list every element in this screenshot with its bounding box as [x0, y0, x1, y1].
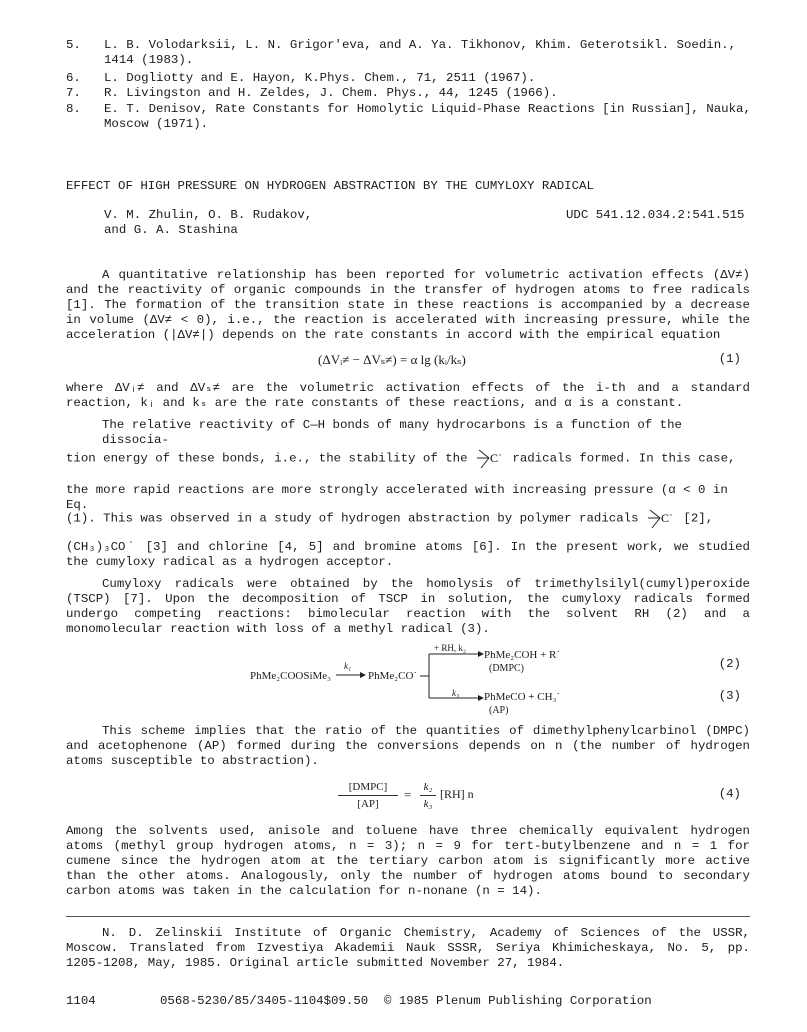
- scheme-upper-condition: + RH, k₂: [434, 643, 466, 653]
- paragraph-3-line-5: (CH₃)₃CO˙ [3] and chlorine [4, 5] and bromine atoms [6]. In the present work, we studied the cumyloxy radical as a hydrogen acceptor.: [66, 540, 750, 569]
- paragraph-2: where ΔVᵢ≠ and ΔVₛ≠ are the volumetric activation effects of the i-th and a standard reaction, kᵢ and kₛ are the rate constants of these reactions, and α is a constant.: [66, 381, 750, 410]
- equation-4-equals: =: [404, 787, 412, 802]
- paragraph-4: Cumyloxy radicals were obtained by the homolysis of trimethylsilyl(cumyl)peroxide (TSCP) [7]. Upon the decomposition of TSCP in solution, the cumyloxy radicals formed undergo competing reactions: bimolecular reaction with the solvent RH (2) and a monomolecular reaction with loss of a methyl radical (3).: [66, 577, 750, 636]
- reference-number: 5.: [66, 38, 81, 52]
- journal-code: 0568-5230/85/3405-1104$09.50: [160, 994, 369, 1008]
- equation-1-number: (1): [718, 352, 741, 366]
- equation-4-denominator-right: k₃: [423, 798, 433, 810]
- reference-number: 7.: [66, 86, 81, 100]
- scheme-lower-condition: k₃: [452, 688, 460, 698]
- scheme-upper-label: (DMPC): [489, 663, 525, 674]
- paragraph-3-line-4: [66, 510, 756, 526]
- equation-1: (ΔVᵢ≠ − ΔVₛ≠) = α lg (kᵢ/kₛ): [318, 352, 466, 367]
- polymer-carbon-radical-icon: [646, 510, 676, 526]
- paragraph-3-line-2: [66, 450, 756, 466]
- equation-4-denominator-left: [AP]: [357, 798, 379, 810]
- scheme-lower-label: (AP): [489, 705, 509, 716]
- paragraph-1: A quantitative relationship has been reported for volumetric activation effects (ΔV≠) and the reactivity of organic compounds in the transfer of hydrogen atoms to free radicals [1]. The formation of the transition state in these reactions is accompanied by a decrease in volume (ΔV≠ < 0), i.e., the reaction is accelerated with increasing pressure, while the acceleration (|ΔV≠|) depends on the rate constants in accord with the empirical equation: [66, 268, 750, 342]
- article-title: EFFECT OF HIGH PRESSURE ON HYDROGEN ABSTRACTION BY THE CUMYLOXY RADICAL: [66, 179, 594, 193]
- svg-text:C˙: C˙: [489, 451, 502, 465]
- reference-number: 8.: [66, 102, 81, 116]
- scheme-upper-number: (2): [718, 657, 741, 671]
- reference-text: L. B. Volodarksii, L. N. Grigor'eva, and A. Ya. Tikhonov, Khim. Geterotsikl. Soedin., 1414 (1983).: [104, 38, 737, 67]
- scheme-intermediate: PhMe₂CO˙: [368, 670, 418, 682]
- footnote-divider: [66, 916, 750, 917]
- udc-code: UDC 541.12.034.2:541.515: [566, 208, 745, 222]
- scheme-lower-number: (3): [718, 689, 741, 703]
- reference-text: L. Dogliotty and E. Hayon, K.Phys. Chem., 71, 2511 (1967).: [104, 71, 536, 85]
- authors-line-1: V. M. Zhulin, O. B. Rudakov,: [104, 208, 313, 222]
- copyright-notice: © 1985 Plenum Publishing Corporation: [384, 994, 652, 1008]
- reference-number: 6.: [66, 71, 81, 85]
- equation-4-fraction-bar-left: [338, 795, 398, 796]
- paragraph-3-text-c: (1). This was observed in a study of hydrogen abstraction by polymer radicals: [66, 511, 639, 526]
- scheme-arrow-1: [336, 669, 366, 681]
- scheme-reactant: PhMe₂COOSiMe₃: [250, 670, 332, 682]
- footnote: N. D. Zelinskii Institute of Organic Chemistry, Academy of Sciences of the USSR, Moscow. Translated from Izvestiya Akademii Nauk SSSR, Seriya Khimicheskaya, No. 5, pp. 1205-1208, May, 1985. Original article submitted November 27, 1984.: [66, 926, 750, 970]
- paragraph-3-text-b: radicals formed. In this case,: [512, 451, 736, 466]
- equation-4-numerator-right: k₂: [423, 781, 433, 793]
- page-number: 1104: [66, 994, 96, 1008]
- paragraph-3-line-1: The relative reactivity of C—H bonds of many hydrocarbons is a function of the dissocia-: [102, 418, 682, 447]
- paragraph-3-text-d: [2],: [683, 511, 714, 526]
- equation-4-fraction-bar-right: [420, 795, 436, 796]
- paragraph-6: Among the solvents used, anisole and toluene have three chemically equivalent hydrogen atoms (methyl group hydrogen atoms, n = 3); n = 9 for tert-butylbenzene and n = 1 for cumene since the hydrogen atom at the tertiary carbon atom is significantly more active than the other atoms. Analogously, only the number of hydrogen atoms bound to secondary carbon atoms was taken in the calculation for n-nonane (n = 14).: [66, 824, 750, 898]
- scheme-upper-product: PhMe₂COH + R˙: [484, 649, 561, 661]
- reference-text: R. Livingston and H. Zeldes, J. Chem. Phys., 44, 1245 (1966).: [104, 86, 558, 100]
- svg-text:C˙: C˙: [660, 511, 673, 525]
- scheme-k1-label: k₁: [344, 661, 352, 671]
- equation-4-number: (4): [718, 787, 741, 801]
- equation-4-tail: [RH] n: [440, 787, 474, 801]
- paragraph-5: This scheme implies that the ratio of the quantities of dimethylphenylcarbinol (DMPC) and acetophenone (AP) formed during the conversions depends on n (the number of hydrogen atoms susceptible to abstraction).: [66, 724, 750, 768]
- authors-line-2: and G. A. Stashina: [104, 223, 238, 237]
- tertiary-carbon-radical-icon: [475, 450, 505, 466]
- scheme-lower-product: PhMeCO + CH₃˙: [484, 691, 561, 703]
- paragraph-3-text-a: tion energy of these bonds, i.e., the stability of the: [66, 451, 468, 466]
- paragraph-3-line-3: the more rapid reactions are more strongly accelerated with increasing pressure (α < 0 in Eq.: [66, 483, 728, 512]
- reference-text: E. T. Denisov, Rate Constants for Homolytic Liquid-Phase Reactions [in Russian], Nauka, Moscow (1971).: [104, 102, 751, 131]
- equation-4-numerator-left: [DMPC]: [348, 781, 388, 793]
